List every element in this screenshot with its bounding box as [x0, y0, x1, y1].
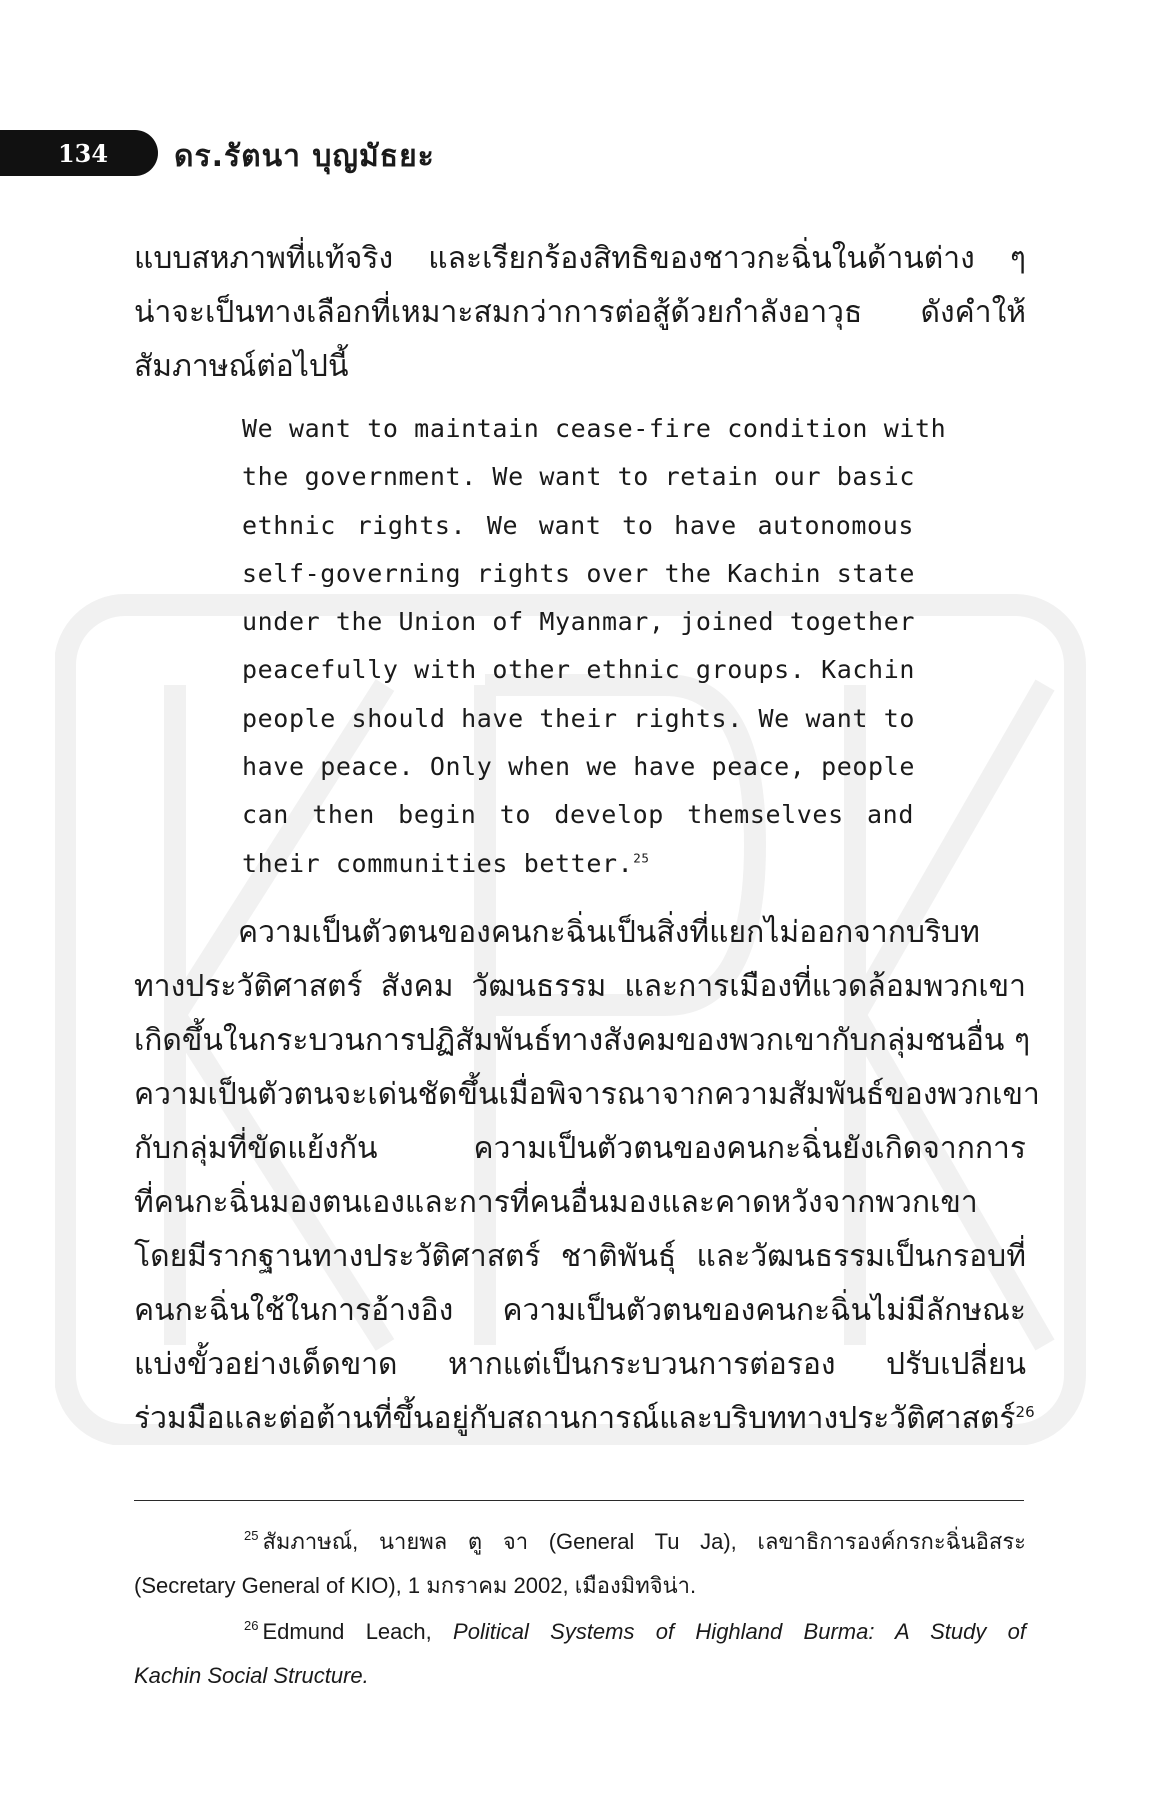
- intro-line: สัมภาษณ์ต่อไปนี้: [134, 349, 349, 384]
- footnote-line: (Secretary General of KIO), 1 มกราคม 2002, เมืองมิทจิน่า.: [134, 1573, 697, 1598]
- quote-line: people should have their rights. We want to: [242, 703, 916, 733]
- body-line: ทางประวัติศาสตร์ สังคม วัฒนธรรม และการเมืองที่แวดล้อมพวกเขา: [134, 969, 1026, 1004]
- quote-line: We want to maintain cease-fire condition with: [242, 414, 947, 443]
- body-line: ความเป็นตัวตนจะเด่นชัดขึ้นเมื่อพิจารณาจากความสัมพันธ์ของพวกเขา: [134, 1077, 1040, 1112]
- page-number-tab: [0, 130, 158, 176]
- footnote-divider: [134, 1500, 1024, 1501]
- body-last-line: [134, 1392, 1035, 1446]
- footnote-ref-26: 26: [1015, 1403, 1035, 1421]
- body-line: แบ่งขั้วอย่างเด็ดขาด หากแต่เป็นกระบวนการต่อรอง ปรับเปลี่ยน: [134, 1347, 1026, 1382]
- body-line: ความเป็นตัวตนของคนกะฉิ่นเป็นสิ่งที่แยกไม่ออกจากบริบท: [238, 915, 980, 950]
- body-line: โดยมีรากฐานทางประวัติศาสตร์ ชาติพันธุ์ และวัฒนธรรมเป็นกรอบที่: [134, 1239, 1026, 1274]
- quote-last-line: [242, 840, 914, 888]
- body-line: ที่คนกะฉิ่นมองตนเองและการที่คนอื่นมองและคาดหวังจากพวกเขา: [134, 1185, 978, 1220]
- intro-paragraph: [134, 232, 1026, 394]
- quote-line: self-governing rights over the Kachin state: [242, 558, 916, 588]
- body-line: เกิดขึ้นในกระบวนการปฏิสัมพันธ์ทางสังคมของพวกเขากับกลุ่มชนอื่น ๆ: [134, 1023, 1031, 1058]
- quote-line: the government. We want to retain our basic: [242, 462, 916, 492]
- block-quote: [242, 405, 947, 888]
- body-line: กับกลุ่มที่ขัดแย้งกัน ความเป็นตัวตนของคนกะฉิ่นยังเกิดจากการ: [134, 1131, 1026, 1166]
- footnote-line: [134, 1520, 1026, 1564]
- footnote-title-cont: Kachin Social Structure.: [134, 1663, 369, 1688]
- body-paragraph: [134, 906, 1040, 1446]
- footnote-author: Edmund Leach,: [262, 1619, 454, 1644]
- running-head: ดร.รัตนา บุญมัธยะ: [174, 139, 435, 174]
- quote-line: ethnic rights. We want to have autonomous: [242, 510, 914, 540]
- footnote-ref-25: 25: [633, 850, 650, 866]
- quote-line: have peace. Only when we have peace, people: [242, 752, 916, 782]
- body-line-text: ร่วมมือและต่อต้านที่ขึ้นอยู่กับสถานการณ์และบริบททางประวัติศาสตร์: [134, 1401, 1016, 1436]
- quote-line: can then begin to develop themselves and: [242, 800, 914, 830]
- quote-line: peacefully with other ethnic groups. Kachin: [242, 655, 916, 685]
- footnote-line: [134, 1610, 1026, 1654]
- intro-line: น่าจะเป็นทางเลือกที่เหมาะสมกว่าการต่อสู้ด้วยกำลังอาวุธ ดังคำให้: [134, 295, 1026, 330]
- page-number: 134: [57, 138, 109, 168]
- footnote-number: 25: [244, 1528, 259, 1543]
- intro-line: แบบสหภาพที่แท้จริง และเรียกร้องสิทธิของชาวกะฉิ่นในด้านต่าง ๆ: [134, 241, 1026, 276]
- footnote-25: [134, 1520, 1026, 1608]
- body-line: คนกะฉิ่นใช้ในการอ้างอิง ความเป็นตัวตนของคนกะฉิ่นไม่มีลักษณะ: [134, 1293, 1026, 1328]
- footnote-number: 26: [244, 1618, 259, 1633]
- footnote-title: Political Systems of Highland Burma: A Study of: [453, 1619, 1026, 1644]
- footnote-26: [134, 1610, 1026, 1698]
- quote-line-text: their communities better.: [242, 848, 634, 878]
- quote-line: under the Union of Myanmar, joined together: [242, 607, 916, 637]
- footnote-text: สัมภาษณ์, นายพล ตู จา (General Tu Ja), เลขาธิการองค์กรกะฉิ่นอิสระ: [262, 1529, 1026, 1554]
